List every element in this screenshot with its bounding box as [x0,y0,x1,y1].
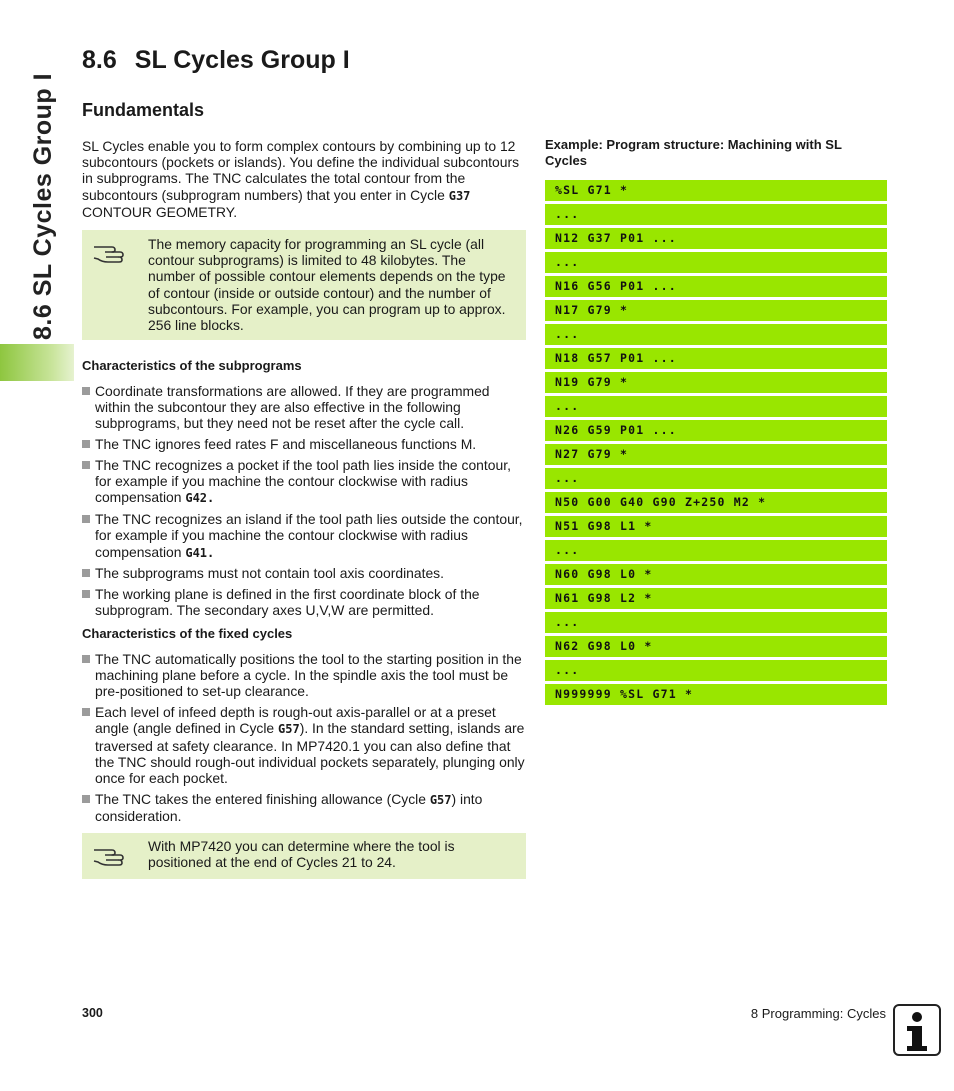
list-item: The TNC ignores feed rates F and miscellaneous functions M. [82,436,526,452]
section-title [82,46,350,75]
list-item: The TNC takes the entered finishing allowance (Cycle G57) into consideration. [82,791,526,824]
code-line: N50 G00 G40 G90 Z+250 M2 * [545,492,887,513]
code-line: ... [545,396,887,417]
fundamentals-heading: Fundamentals [82,100,205,120]
chapter-tab-marker [0,344,74,381]
memory-note [82,230,526,340]
code-line: N60 G98 L0 * [545,564,887,585]
list-item: The working plane is defined in the first coordinate block of the subprogram. The secondary axes U,V,W are permitted. [82,586,526,618]
code-line: N26 G59 P01 ... [545,420,887,441]
code-line: N17 G79 * [545,300,887,321]
code-line: ... [545,540,887,561]
code-line: N12 G37 P01 ... [545,228,887,249]
page-number: 300 [82,1006,103,1020]
list-item: Each level of infeed depth is rough-out axis-parallel or at a preset angle (angle defined in Cycle G57). In the standard setting, islands are traversed at safety clearance. In MP7420.1 you can also define that the TNC should rough-out individual pockets separately, plunging only once for each pocket. [82,704,526,786]
code-line: N51 G98 L1 * [545,516,887,537]
bullet-square-icon [82,655,90,663]
intro-text: SL Cycles enable you to form complex contours by combining up to 12 subcontours (pockets or islands). You define the individual subcontours in subprograms. The TNC calculates the total contour from the subcontours (subprogram numbers) that you enter in Cycle [82,138,520,203]
list-item: The TNC recognizes an island if the tool path lies outside the contour, for example if you machine the contour clockwise with radius compensation G41. [82,511,526,561]
intro-code: G37 [448,188,471,203]
code-line: N18 G57 P01 ... [545,348,887,369]
section-number: 8.6 [82,46,117,74]
pointing-hand-icon [92,841,128,869]
code-line: N19 G79 * [545,372,887,393]
code-line: ... [545,612,887,633]
program-code-block [545,180,887,708]
list-item: The subprograms must not contain tool axis coordinates. [82,565,526,581]
list-item: The TNC automatically positions the tool to the starting position in the machining plane before a cycle. In the spindle axis the tool must be pre-positioned to set-up clearance. [82,651,526,700]
side-chapter-title-text: 8.6 SL Cycles Group I [29,72,57,340]
bullet-square-icon [82,461,90,469]
code-line: N16 G56 P01 ... [545,276,887,297]
code-line: %SL G71 * [545,180,887,201]
mp7420-note-text: With MP7420 you can determine where the tool is positioned at the end of Cycles 21 to 24. [148,838,455,871]
code-line: ... [545,324,887,345]
bullet-square-icon [82,590,90,598]
code-line: ... [545,468,887,489]
side-chapter-title [28,40,58,340]
fixed-cycles-heading: Characteristics of the fixed cycles [82,626,293,641]
intro-paragraph [82,138,526,220]
subprograms-list [82,383,526,623]
bullet-square-icon [82,569,90,577]
memory-note-text: The memory capacity for programming an SL cycle (all contour subprograms) is limited to 48 kilobytes. The number of possible contour elements depends on the type of contour (inside or outside contour) and the number of subcontours. For example, you can program up to approx. 256 line blocks. [148,236,506,334]
intro-text-end: CONTOUR GEOMETRY. [82,203,238,220]
pointing-hand-icon [92,238,128,266]
section-title-text: SL Cycles Group I [134,46,350,74]
bullet-square-icon [82,795,90,803]
code-line: N61 G98 L2 * [545,588,887,609]
bullet-square-icon [82,708,90,716]
bullet-square-icon [82,440,90,448]
subprograms-heading: Characteristics of the subprograms [82,358,302,373]
code-line: ... [545,252,887,273]
code-line: ... [545,204,887,225]
bullet-square-icon [82,515,90,523]
example-heading: Example: Program structure: Machining with SL Cycles [545,137,842,168]
info-icon [893,1004,941,1056]
bullet-square-icon [82,387,90,395]
list-item: Coordinate transformations are allowed. If they are programmed within the subcontour they are also effective in the following subprograms, but they need not be reset after the cycle call. [82,383,526,432]
info-i-glyph [895,1006,939,1054]
code-line: N999999 %SL G71 * [545,684,887,705]
fixed-cycles-list [82,651,526,829]
code-line: ... [545,660,887,681]
code-line: N27 G79 * [545,444,887,465]
chapter-label: 8 Programming: Cycles [750,1006,886,1021]
code-line: N62 G98 L0 * [545,636,887,657]
mp7420-note [82,833,526,879]
list-item: The TNC recognizes a pocket if the tool path lies inside the contour, for example if you machine the contour clockwise with radius compensation G42. [82,457,526,507]
